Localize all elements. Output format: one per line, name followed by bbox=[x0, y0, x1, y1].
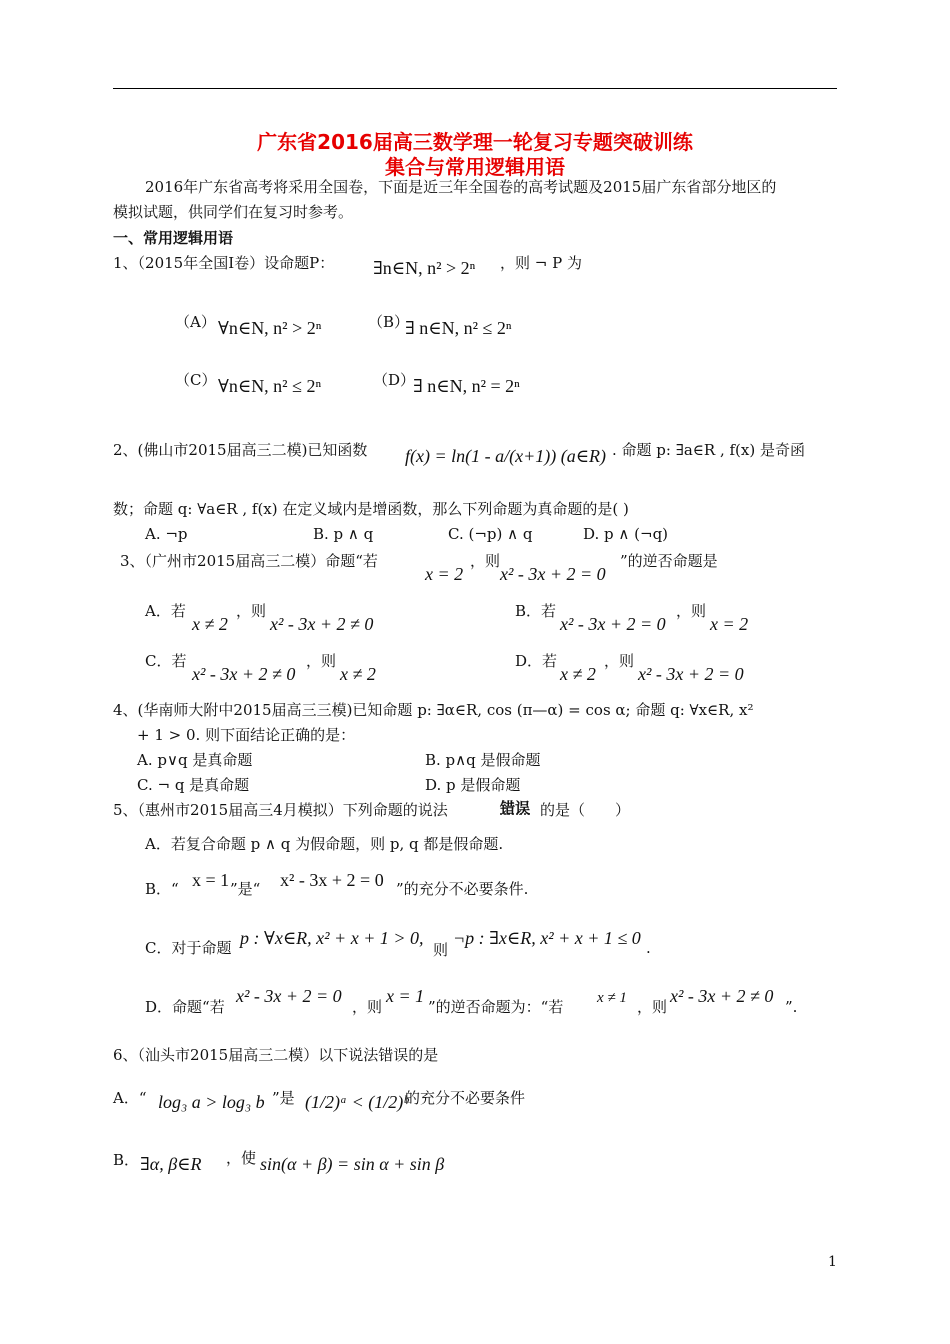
q5-option-d-pre: D．命题“若 bbox=[145, 998, 225, 1016]
header-rule bbox=[113, 88, 837, 89]
q5-option-b-math-1: x = 1 bbox=[192, 870, 230, 890]
q2-stem: 2、(佛山市2015届高三二模)已知函数 bbox=[113, 441, 368, 459]
q2-option-a: A. ¬p bbox=[145, 525, 188, 543]
q1-option-d-math: ∃ n∈N, n² = 2ⁿ bbox=[413, 376, 520, 396]
intro-line-1: 2016年广东省高考将采用全国卷，下面是近三年全国卷的高考试题及2015届广东省部分地区的 bbox=[145, 178, 777, 196]
q1-option-b-math: ∃ n∈N, n² ≤ 2ⁿ bbox=[405, 318, 512, 338]
q5-option-c-pre: C．对于命题 bbox=[145, 939, 232, 957]
q5-option-c-mid: 则 bbox=[433, 941, 449, 959]
q3-option-a-math-2: x² - 3x + 2 ≠ 0 bbox=[270, 614, 374, 634]
q6-option-b-math-1: ∃α, β∈R bbox=[140, 1154, 202, 1174]
q3-option-a-label: A．若 bbox=[145, 602, 186, 620]
q3-stem: 3、（广州市2015届高三二模）命题“若 bbox=[120, 552, 378, 570]
q5-option-a: A．若复合命题 p ∧ q 为假命题，则 p, q 都是假命题. bbox=[145, 835, 504, 853]
q5-stem-end: 的是（ ） bbox=[540, 801, 631, 819]
q5-option-c-math-1: p : ∀x∈R, x² + x + 1 > 0, bbox=[240, 928, 424, 948]
q6-option-a-pre: A．“ bbox=[113, 1089, 147, 1107]
q3-option-b-label: B．若 bbox=[515, 602, 557, 620]
q6-option-b-mid: ，使 bbox=[226, 1149, 257, 1167]
q2-stem-mid: . 命题 p: ∃a∈R , f(x) 是奇函 bbox=[612, 441, 805, 459]
q6-option-a-end: 的充分不必要条件 bbox=[405, 1089, 526, 1107]
q5-option-c-math-2: ¬p : ∃x∈R, x² + x + 1 ≤ 0 bbox=[453, 928, 641, 948]
page-subtitle: 集合与常用逻辑用语 bbox=[385, 155, 565, 179]
q3-option-d-math-2: x² - 3x + 2 = 0 bbox=[638, 664, 744, 684]
q4-option-a: A. p∨q 是真命题 bbox=[137, 751, 253, 769]
q2-option-b: B. p ∧ q bbox=[313, 525, 374, 543]
q1-option-d-label: （D） bbox=[373, 371, 416, 389]
q4-option-d: D. p 是假命题 bbox=[425, 776, 521, 794]
q5-option-d-math-1: x² - 3x + 2 = 0 bbox=[236, 986, 342, 1006]
q5-option-d-math-2: x = 1 bbox=[386, 986, 425, 1006]
q2-stem-line2: 数；命题 q: ∀a∈R , f(x) 在定义域内是增函数，那么下列命题为真命题的是( ) bbox=[113, 500, 629, 518]
q3-stem-math-1: x = 2 bbox=[425, 564, 464, 584]
q1-stem: 1、（2015年全国Ⅰ卷）设命题P： bbox=[113, 254, 335, 272]
q3-option-a-mid: ，则 bbox=[236, 602, 267, 620]
q3-option-c-math-2: x ≠ 2 bbox=[340, 664, 376, 684]
q3-option-d-mid: ，则 bbox=[604, 652, 635, 670]
q4-option-c: C. ¬ q 是真命题 bbox=[137, 776, 250, 794]
page-number: 1 bbox=[828, 1254, 837, 1270]
q6-option-a-math-2: (1/2)ᵃ < (1/2)ᵇ bbox=[305, 1092, 409, 1112]
q5-option-d-math-4: x² - 3x + 2 ≠ 0 bbox=[670, 986, 774, 1006]
q5-option-d-mid: ，则 bbox=[352, 998, 383, 1016]
page-title: 广东省2016届高三数学理一轮复习专题突破训练 bbox=[257, 130, 693, 154]
q1-option-b-label: （B） bbox=[368, 313, 410, 331]
q2-function: f(x) = ln(1 - a/(x+1)) (a∈R) bbox=[405, 446, 607, 466]
q3-option-c-label: C．若 bbox=[145, 652, 187, 670]
q5-option-c-end: . bbox=[646, 939, 651, 957]
q6-stem: 6、（汕头市2015届高三二模）以下说法错误的是 bbox=[113, 1046, 439, 1064]
q3-option-d-label: D．若 bbox=[515, 652, 558, 670]
q5-option-b-mid: ”是“ bbox=[230, 880, 261, 898]
q1-stem-end: ，则 ¬ P 为 bbox=[500, 254, 582, 272]
section-heading: 一、常用逻辑用语 bbox=[113, 229, 234, 247]
q5-option-d-math-3: x ≠ 1 bbox=[597, 990, 627, 1006]
q4-stem-line2: + 1 > 0. 则下面结论正确的是： bbox=[137, 726, 356, 744]
q1-option-a-label: （A） bbox=[175, 313, 216, 331]
intro-line-2: 模拟试题，供同学们在复习时参考。 bbox=[113, 203, 354, 221]
q5-option-d-end: ”. bbox=[785, 998, 798, 1016]
q5-option-d-mid-2: ”的逆否命题为：“若 bbox=[428, 998, 564, 1016]
q3-stem-end: ”的逆否命题是 bbox=[620, 552, 718, 570]
q1-stem-math: ∃n∈N, n² > 2ⁿ bbox=[373, 258, 476, 278]
q5-option-d-mid-3: ，则 bbox=[637, 998, 668, 1016]
q1-option-a-math: ∀n∈N, n² > 2ⁿ bbox=[218, 318, 322, 338]
q4-stem: 4、(华南师大附中2015届高三三模)已知命题 p: ∃α∈R, cos (π—α) = cos α; 命题 q: ∀x∈R, x² bbox=[113, 701, 754, 719]
q3-stem-mid: ，则 bbox=[470, 552, 501, 570]
q4-option-b: B. p∧q 是假命题 bbox=[425, 751, 541, 769]
q3-option-a-math-1: x ≠ 2 bbox=[192, 614, 228, 634]
q5-stem-emphasis: 错误 bbox=[500, 799, 531, 817]
q1-option-c-math: ∀n∈N, n² ≤ 2ⁿ bbox=[218, 376, 322, 396]
q3-stem-math-2: x² - 3x + 2 = 0 bbox=[500, 564, 606, 584]
q1-option-c-label: （C） bbox=[175, 371, 217, 389]
q6-option-b-math-2: sin(α + β) = sin α + sin β bbox=[260, 1154, 445, 1174]
q2-option-d: D. p ∧ (¬q) bbox=[583, 525, 669, 543]
q3-option-d-math-1: x ≠ 2 bbox=[560, 664, 596, 684]
q2-option-c: C. (¬p) ∧ q bbox=[448, 525, 533, 543]
q3-option-b-mid: ，则 bbox=[676, 602, 707, 620]
q3-option-c-math-1: x² - 3x + 2 ≠ 0 bbox=[192, 664, 296, 684]
q3-option-b-math-1: x² - 3x + 2 = 0 bbox=[560, 614, 666, 634]
q5-option-b-math-2: x² - 3x + 2 = 0 bbox=[280, 870, 384, 890]
q3-option-b-math-2: x = 2 bbox=[710, 614, 749, 634]
q3-option-c-mid: ，则 bbox=[306, 652, 337, 670]
q6-option-a-mid: ”是 bbox=[272, 1089, 295, 1107]
q5-stem: 5、（惠州市2015届高三4月模拟）下列命题的说法 bbox=[113, 801, 448, 819]
q6-option-b-pre: B． bbox=[113, 1151, 140, 1169]
q6-option-a-math-1: log₃ a > log₃ b bbox=[158, 1092, 265, 1112]
q5-option-b-end: ”的充分不必要条件. bbox=[396, 880, 529, 898]
q5-option-b-pre: B．“ bbox=[145, 880, 179, 898]
